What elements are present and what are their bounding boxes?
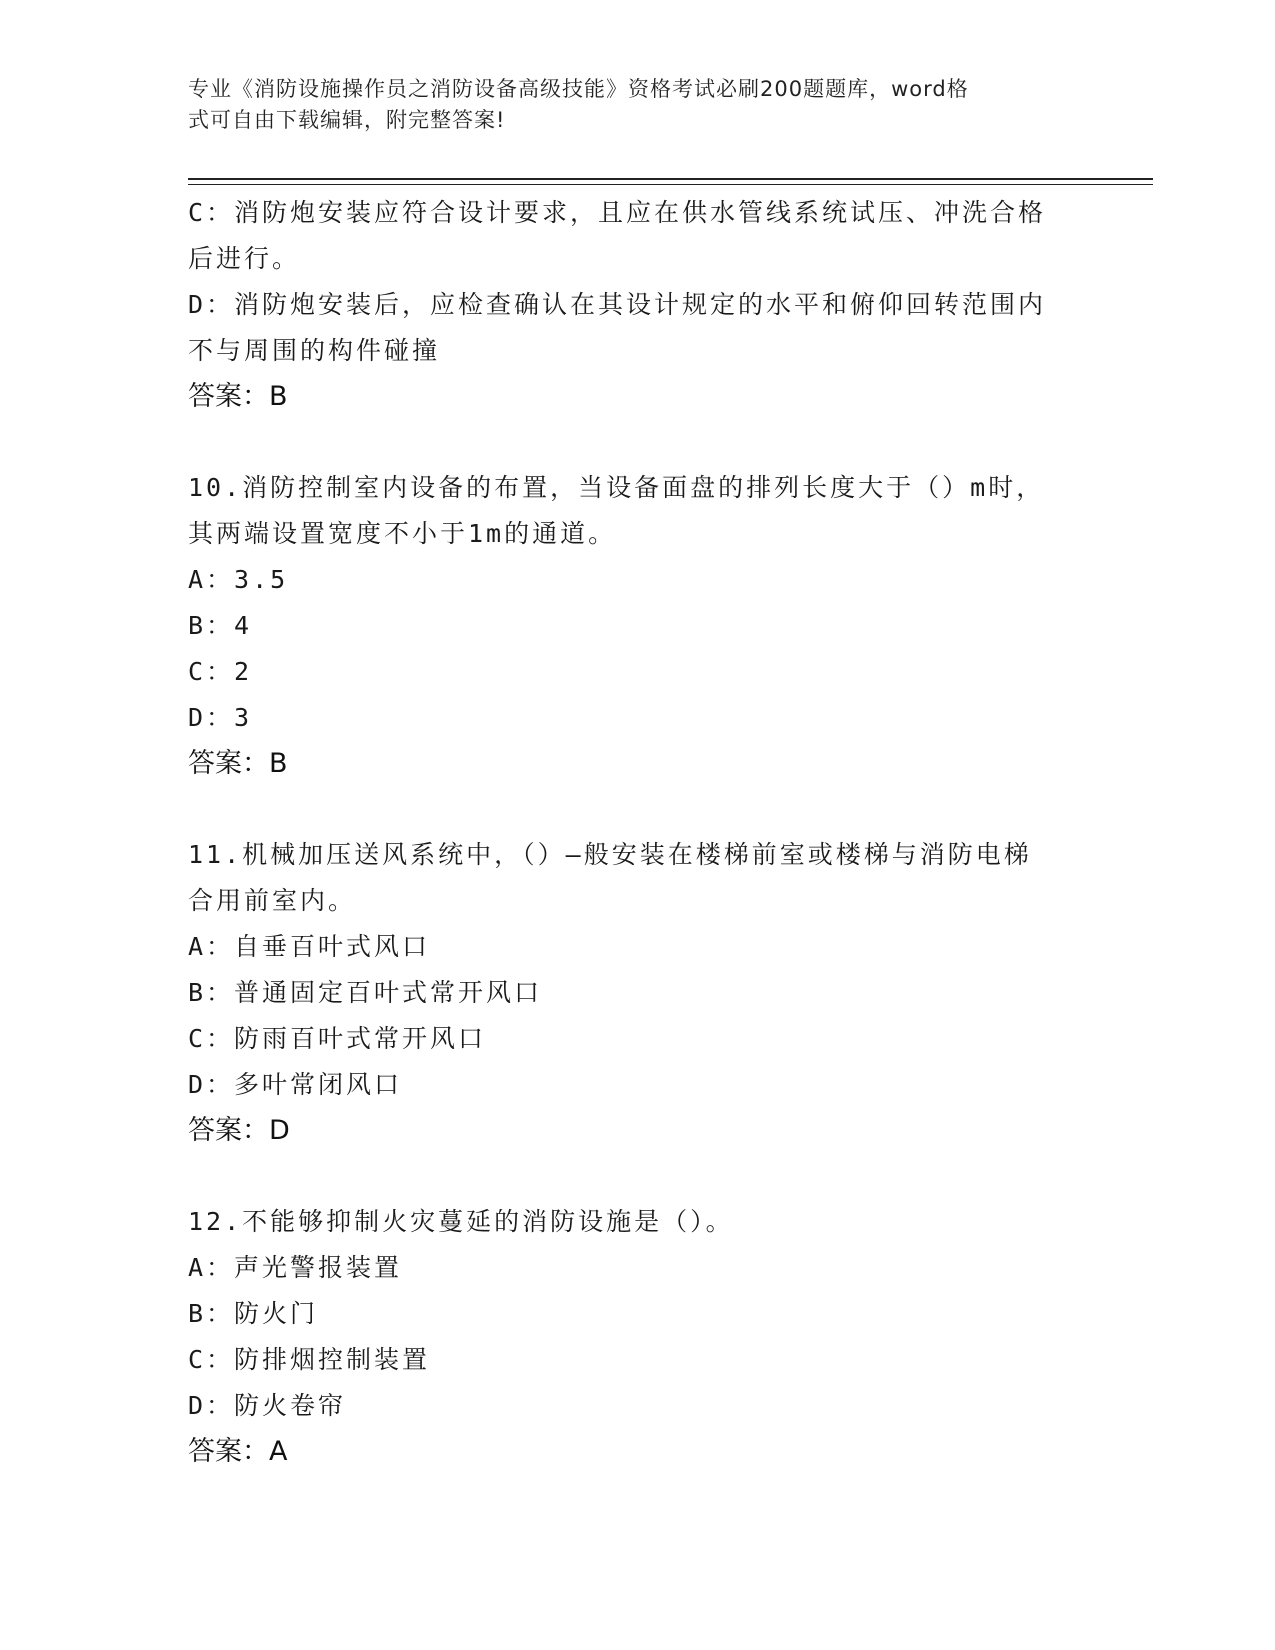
- option-d: D：多叶常闭风口: [188, 1070, 403, 1099]
- header-line-1: 专业《消防设施操作员之消防设备高级技能》资格考试必刷200题题库，word格: [188, 77, 969, 101]
- option-c: C：防雨百叶式常开风口: [188, 1024, 487, 1053]
- option-b: B：防火门: [188, 1299, 319, 1328]
- question-9-tail: [188, 190, 1088, 420]
- question-text-line-2: 合用前室内。: [188, 886, 357, 915]
- answer-label: 答案：B: [188, 748, 288, 779]
- option-b: B：4: [188, 611, 253, 640]
- option-c: C：防排烟控制装置: [188, 1345, 431, 1374]
- question-text-line-1: 11.机械加压送风系统中，（）—般安装在楼梯前室或楼梯与消防电梯: [188, 840, 1032, 869]
- document-header: [188, 74, 1068, 136]
- option-a: A：3.5: [188, 565, 289, 594]
- option-d: D：3: [188, 703, 253, 732]
- answer-label: 答案：D: [188, 1115, 290, 1146]
- question-text-line-1: 12.不能够抑制火灾蔓延的消防设施是（）。: [188, 1207, 734, 1236]
- question-10: [188, 465, 1088, 787]
- header-divider-thin: [188, 184, 1153, 185]
- option-c-line-2: 后进行。: [188, 244, 301, 273]
- option-d-line-1: D：消防炮安装后，应检查确认在其设计规定的水平和俯仰回转范围内: [188, 290, 1047, 319]
- header-line-2: 式可自由下载编辑，附完整答案!: [188, 108, 506, 132]
- option-c: C：2: [188, 657, 253, 686]
- option-d-line-2: 不与周围的构件碰撞: [188, 336, 441, 365]
- answer-label: 答案：B: [188, 381, 288, 412]
- question-text-line-2: 其两端设置宽度不小于1m的通道。: [188, 519, 617, 548]
- option-d: D：防火卷帘: [188, 1391, 347, 1420]
- question-11: [188, 832, 1088, 1154]
- option-b: B：普通固定百叶式常开风口: [188, 978, 543, 1007]
- option-a: A：自垂百叶式风口: [188, 932, 431, 961]
- answer-label: 答案：A: [188, 1436, 288, 1467]
- question-12: [188, 1199, 1088, 1475]
- option-c-line-1: C：消防炮安装应符合设计要求，且应在供水管线系统试压、冲洗合格: [188, 198, 1047, 227]
- option-a: A：声光警报装置: [188, 1253, 403, 1282]
- question-list: [188, 190, 1088, 1475]
- header-divider-thick: [188, 178, 1153, 180]
- question-text-line-1: 10.消防控制室内设备的布置，当设备面盘的排列长度大于（）m时，: [188, 473, 1045, 502]
